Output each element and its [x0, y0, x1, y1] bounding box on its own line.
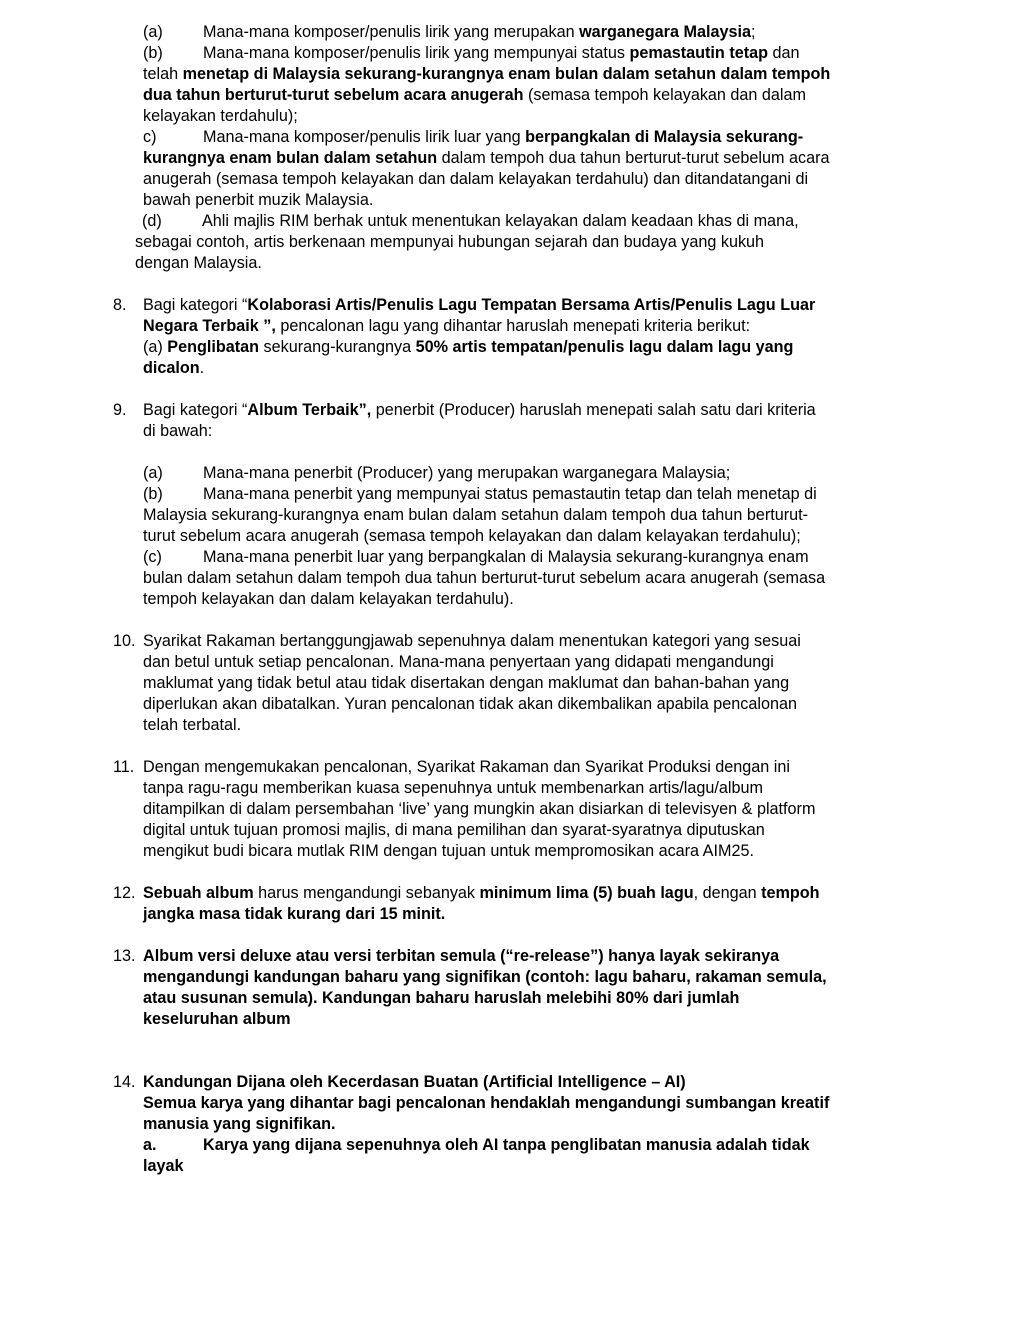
- clause-text: dan: [768, 44, 800, 62]
- item-number: 14.: [113, 1073, 136, 1091]
- item-9-c-3: tempoh kelayakan dan dalam kelayakan terdahulu).: [143, 590, 514, 608]
- clause-text: Mana-mana komposer/penulis lirik yang merupakan: [203, 23, 580, 41]
- clause-d-line: [0, 211, 1020, 232]
- item-text: , dengan: [693, 884, 762, 902]
- item-12-line-2: [0, 904, 1020, 925]
- clause-bold: warganegara Malaysia: [579, 23, 751, 41]
- clause-c-line-3: anugerah (semasa tempoh kelayakan dan dalam kelayakan terdahulu) dan ditandatangani di: [143, 170, 809, 188]
- clause-label: (b): [143, 485, 163, 503]
- clause-text: (semasa tempoh kelayakan dan dalam: [523, 86, 807, 104]
- clause-c-line-4: bawah penerbit muzik Malaysia.: [143, 191, 374, 209]
- item-10-line-5: telah terbatal.: [143, 716, 242, 734]
- item-9-b: [0, 484, 1020, 505]
- item-13-line: [0, 946, 1020, 967]
- item-bold: Album versi deluxe atau versi terbitan semula (“re-release”) hanya layak sekiranya: [143, 947, 780, 965]
- clause-label: (a): [143, 464, 163, 482]
- item-9-c: [0, 547, 1020, 568]
- item-bold: mengandungi kandungan baharu yang signifikan (contoh: lagu baharu, rakaman semula,: [143, 968, 827, 986]
- item-11-line-4: digital untuk tujuan promosi majlis, di mana pemilihan dan syarat-syaratnya diputuskan: [143, 821, 765, 839]
- clause-c-line-2: [0, 148, 1020, 169]
- clause-label: (d): [142, 212, 162, 230]
- item-bold: keseluruhan album: [143, 1010, 291, 1028]
- clause-b-line: [0, 43, 1020, 64]
- item-number: 10.: [113, 632, 136, 650]
- item-9-line: [0, 400, 1020, 421]
- item-bold: Kolaborasi Artis/Penulis Lagu Tempatan Bersama Artis/Penulis Lagu Luar: [247, 296, 816, 314]
- item-number: 11.: [113, 758, 135, 776]
- item-10-line-4: diperlukan akan dibatalkan. Yuran pencalonan tidak akan dikembalikan apabila pencalonan: [143, 695, 797, 713]
- clause-b-line-2: [0, 64, 1020, 85]
- item-number: 8.: [113, 296, 127, 314]
- item-14-line-2: [0, 1093, 1020, 1114]
- clause-d-line-2: sebagai contoh, artis berkenaan mempunyai hubungan sejarah dan budaya yang kukuh: [135, 233, 765, 251]
- item-10-line-2: dan betul untuk setiap pencalonan. Mana-mana penyertaan yang didapati mengandungi: [143, 653, 774, 671]
- item-text: harus mengandungi sebanyak: [253, 884, 480, 902]
- item-9-b-2: Malaysia sekurang-kurangnya enam bulan dalam setahun dalam tempoh dua tahun berturut-: [143, 506, 808, 524]
- clause-label: (b): [143, 44, 163, 62]
- item-bold: Semua karya yang dihantar bagi pencalonan hendaklah mengandungi sumbangan kreatif: [143, 1094, 830, 1112]
- clause-label: c): [143, 128, 157, 146]
- item-bold: Karya yang dijana sepenuhnya oleh AI tanpa penglibatan manusia adalah tidak: [203, 1136, 810, 1154]
- item-8-line-2: [0, 316, 1020, 337]
- item-9-line-2: di bawah:: [143, 422, 213, 440]
- item-bold: manusia yang signifikan.: [143, 1115, 336, 1133]
- clause-label: (a): [143, 23, 163, 41]
- clause-bold: menetap di Malaysia sekurang-kurangnya enam bulan dalam setahun dalam tempoh: [182, 65, 831, 83]
- item-11-line-2: tanpa ragu-ragu memberikan kuasa sepenuhnya untuk membenarkan artis/lagu/album: [143, 779, 763, 797]
- item-bold: jangka masa tidak kurang dari 15 minit.: [143, 905, 446, 923]
- clause-text: ;: [750, 23, 756, 41]
- item-text: (a): [143, 338, 168, 356]
- clause-text: telah: [143, 65, 183, 83]
- item-9-a: [0, 463, 1020, 484]
- item-11-line: [0, 757, 1020, 778]
- clause-text: Mana-mana penerbit yang mempunyai status pemastautin tetap dan telah menetap di: [203, 485, 817, 503]
- item-14-a: [0, 1135, 1020, 1156]
- item-8-line-4: [0, 358, 1020, 379]
- item-13-line-2: [0, 967, 1020, 988]
- item-13-line-3: [0, 988, 1020, 1009]
- item-text: penerbit (Producer) haruslah menepati salah satu dari kriteria: [371, 401, 816, 419]
- clause-label: a.: [143, 1136, 157, 1154]
- clause-bold: berpangkalan di Malaysia sekurang-: [525, 128, 804, 146]
- item-bold: Sebuah album: [143, 884, 254, 902]
- clause-text: Mana-mana penerbit luar yang berpangkalan di Malaysia sekurang-kurangnya enam: [203, 548, 809, 566]
- item-14-a-2: [0, 1156, 1020, 1177]
- item-12-line: [0, 883, 1020, 904]
- item-9-c-2: bulan dalam setahun dalam tempoh dua tahun berturut-turut sebelum acara anugerah (semasa: [143, 569, 826, 587]
- item-8-line-3: [0, 337, 1020, 358]
- clause-label: (c): [143, 548, 162, 566]
- clause-text: Mana-mana komposer/penulis lirik luar yang: [203, 128, 526, 146]
- item-number: 13.: [113, 947, 136, 965]
- item-number: 12.: [113, 884, 136, 902]
- item-text: Syarikat Rakaman bertanggungjawab sepenuhnya dalam menentukan kategori yang sesuai: [143, 632, 801, 650]
- clause-bold: kurangnya enam bulan dalam setahun: [143, 149, 438, 167]
- item-text: .: [199, 359, 205, 377]
- item-14-line: [0, 1072, 1020, 1093]
- clause-c-line: [0, 127, 1020, 148]
- item-bold: tempoh: [761, 884, 820, 902]
- clause-text: dalam tempoh dua tahun berturut-turut sebelum acara: [437, 149, 830, 167]
- clause-text: Mana-mana komposer/penulis lirik yang mempunyai status: [203, 44, 630, 62]
- item-bold: minimum lima (5) buah lagu: [479, 884, 694, 902]
- clause-d-line-3: dengan Malaysia.: [135, 254, 262, 272]
- item-text: Dengan mengemukakan pencalonan, Syarikat Rakaman dan Syarikat Produksi dengan ini: [143, 758, 790, 776]
- item-bold: atau susunan semula). Kandungan baharu haruslah melebihi 80% dari jumlah: [143, 989, 740, 1007]
- item-11-line-3: ditampilkan di dalam persembahan ‘live’ yang mungkin akan disiarkan di televisyen & platform: [143, 800, 816, 818]
- item-9-b-3: turut sebelum acara anugerah (semasa tempoh kelayakan dan dalam kelayakan terdahulu);: [143, 527, 801, 545]
- item-14-line-3: [0, 1114, 1020, 1135]
- item-10-line-3: maklumat yang tidak betul atau tidak disertakan dengan maklumat dan bahan-bahan yang: [143, 674, 790, 692]
- clause-a-line: [0, 22, 1020, 43]
- clause-bold: dua tahun berturut-turut sebelum acara anugerah: [143, 86, 524, 104]
- item-bold: 50% artis tempatan/penulis lagu dalam lagu yang: [415, 338, 794, 356]
- item-text: Bagi kategori “: [143, 401, 248, 419]
- clause-bold: pemastautin tetap: [629, 44, 768, 62]
- item-8-line: [0, 295, 1020, 316]
- item-bold: Penglibatan: [167, 338, 260, 356]
- item-10-line: [0, 631, 1020, 652]
- clause-b-line-3: [0, 85, 1020, 106]
- item-bold: layak: [143, 1157, 184, 1175]
- clause-b-line-4: kelayakan terdahulu);: [143, 107, 298, 125]
- item-13-line-4: [0, 1009, 1020, 1030]
- item-bold: Negara Terbaik ”,: [143, 317, 276, 335]
- clause-text: Mana-mana penerbit (Producer) yang merupakan warganegara Malaysia;: [203, 464, 731, 482]
- item-11-line-5: mengikut budi bicara mutlak RIM dengan tujuan untuk mempromosikan acara AIM25.: [143, 842, 754, 860]
- item-number: 9.: [113, 401, 127, 419]
- item-bold: Album Terbaik”,: [247, 401, 372, 419]
- clause-text: Ahli majlis RIM berhak untuk menentukan kelayakan dalam keadaan khas di mana,: [202, 212, 799, 230]
- item-text: pencalonan lagu yang dihantar haruslah menepati kriteria berikut:: [275, 317, 751, 335]
- item-bold: Kandungan Dijana oleh Kecerdasan Buatan (Artificial Intelligence – AI): [143, 1073, 686, 1091]
- item-text: Bagi kategori “: [143, 296, 248, 314]
- item-text: sekurang-kurangnya: [259, 338, 416, 356]
- item-bold: dicalon: [143, 359, 200, 377]
